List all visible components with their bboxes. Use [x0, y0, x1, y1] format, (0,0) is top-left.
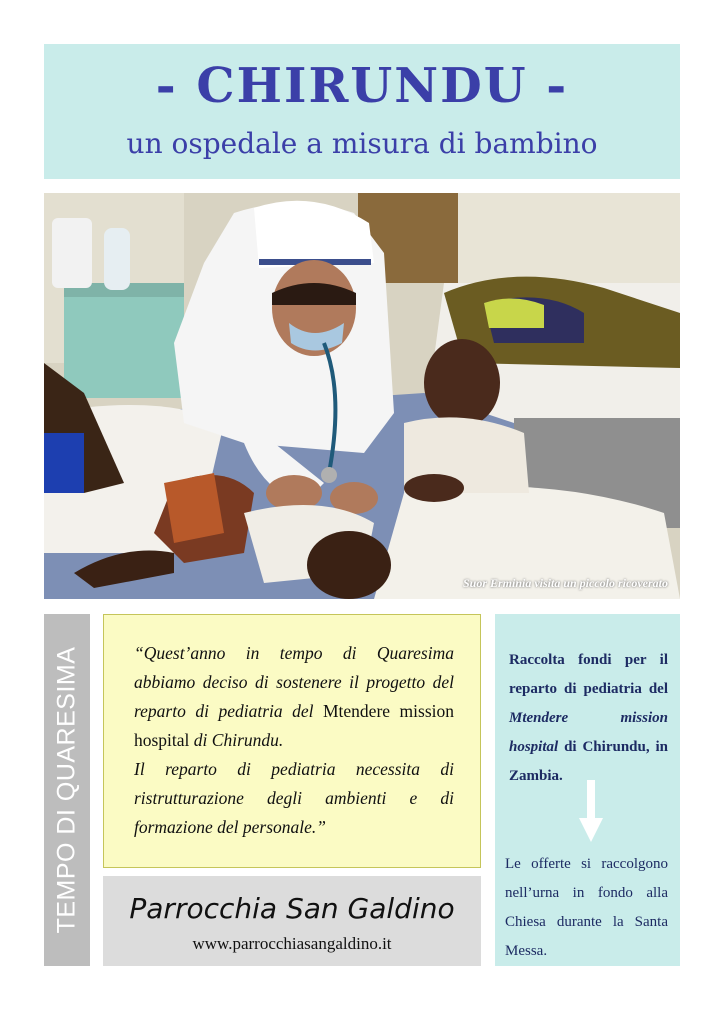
photo	[44, 193, 680, 599]
parish-box	[103, 876, 481, 966]
offers-text: Le offerte si raccolgono nell’urna in fondo alla Chiesa durante la Santa Messa.	[505, 856, 668, 959]
quote-box	[103, 614, 481, 868]
header-banner	[44, 44, 680, 179]
quote-part-2: Mtendere mission hospital	[134, 701, 454, 750]
page-title: - CHIRUNDU -	[155, 58, 569, 114]
page-subtitle: un ospedale a misura di bambino	[126, 127, 598, 160]
quote-part-4: Il reparto di pediatria necessita di ristrutturazione degli ambienti e di formazione del personale.”	[134, 759, 454, 837]
photo-illustration	[44, 193, 680, 599]
quote-part-1: “Quest’anno in tempo di Quaresima abbiamo deciso di sostenere il progetto del reparto di pediatria del	[134, 643, 454, 721]
photo-caption: Suor Erminia visita un piccolo ricoverato	[462, 576, 668, 590]
arrow-down-icon	[579, 780, 603, 847]
sidebar-banner	[44, 614, 90, 966]
fundraising-part-2: Mtendere mission hospital	[509, 710, 668, 755]
fundraising-text	[509, 646, 668, 791]
fundraising-part-3: di Chirundu, in Zambia.	[509, 739, 668, 784]
fundraising-box	[495, 614, 680, 966]
quote-part-3: di Chirundu.	[193, 730, 284, 750]
quote-text	[134, 639, 454, 842]
parish-name: Parrocchia San Galdino	[129, 892, 455, 925]
parish-url: www.parrocchiasangaldino.it	[192, 934, 392, 953]
fundraising-part-1: Raccolta fondi per il reparto di pediatria del	[509, 652, 668, 697]
sidebar-label: TEMPO DI QUARESIMA	[52, 646, 81, 934]
